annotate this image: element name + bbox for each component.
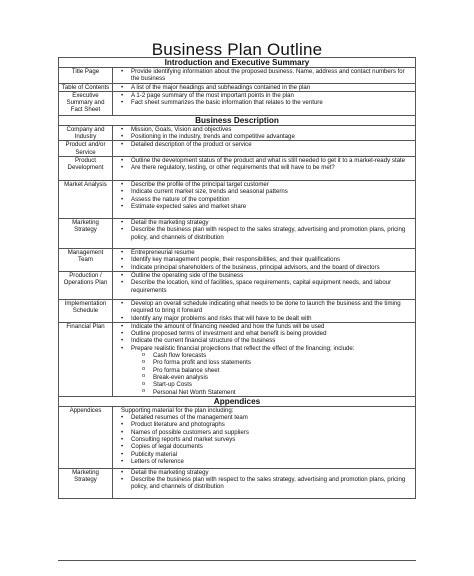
- bullet-item: • Outline the development status of the product and what is still needed to get it to a market-ready state: [115, 157, 413, 164]
- bullet-item: • Fact sheet summarizes the basic information that relates to the venture: [115, 99, 413, 106]
- row-label: Production / Operations Plan: [59, 271, 113, 299]
- table-row: [59, 83, 416, 91]
- row-content: [113, 157, 416, 181]
- row-label: Company and Industry: [59, 125, 113, 141]
- bullet-item: • Entrepreneurial resume: [115, 249, 413, 256]
- sub-bullet-item: o Break-even analysis: [115, 374, 413, 381]
- table-row: [59, 322, 416, 396]
- bottom-divider: [58, 560, 416, 561]
- section-header-row: [59, 115, 416, 125]
- bullet-item: • A 1-2 page summary of the most important points in the plan: [115, 92, 413, 99]
- bullet-item: • Describe the profile of the principal target customer: [115, 181, 413, 188]
- bullet-item: • Indicate the amount of financing needed and how the funds will be used: [115, 323, 413, 330]
- row-content: [113, 181, 416, 219]
- bullet-item: • Indicate principal shareholders of the business, principal advisors, and the board of directors: [115, 264, 413, 271]
- section-heading: Business Description: [59, 115, 416, 125]
- bullet-item: • A list of the major headings and subheadings contained in the plan: [115, 84, 413, 91]
- bullet-item: • Consulting reports and market surveys: [115, 436, 413, 443]
- section-heading: Appendices: [59, 396, 416, 406]
- bullet-item: • Positioning in the industry, trends and competitive advantage: [115, 133, 413, 140]
- row-label: Marketing Strategy: [59, 219, 113, 249]
- row-content: [113, 271, 416, 299]
- bullet-item: • Estimate expected sales and market share: [115, 203, 413, 210]
- bullet-item: • Names of possible customers and suppliers: [115, 429, 413, 436]
- bullet-item: • Describe the business plan with respect to the sales strategy, advertising and promotion plans, pricing policy, and channels of distribution: [115, 226, 413, 241]
- table-row: [59, 249, 416, 272]
- bullet-item: • Detail the marketing strategy: [115, 219, 413, 226]
- table-row: [59, 271, 416, 299]
- bullet-item: • Assess the nature of the competition: [115, 196, 413, 203]
- sub-bullet-item: o Pro forma profit and loss statements: [115, 359, 413, 366]
- row-content: [113, 219, 416, 249]
- bullet-item: • Indicate the current financial structure of the business: [115, 337, 413, 344]
- row-content: [113, 249, 416, 272]
- bullet-item: • Provide identifying information about the proposed business. Name, address and contact numbers for the business: [115, 68, 413, 83]
- row-content: [113, 322, 416, 396]
- document-title: Business Plan Outline: [151, 40, 323, 59]
- section-header-row: [59, 396, 416, 406]
- bullet-item: • Describe the business plan with respect to the sales strategy, advertising and promotion plans, pricing policy, and channels of distribution: [115, 476, 413, 491]
- row-label: Product and/or Service: [59, 141, 113, 157]
- sub-bullet-item: o Personal Net Worth Statement: [115, 389, 413, 396]
- table-row: [59, 91, 416, 115]
- row-label: Title Page: [59, 68, 113, 84]
- row-content: [113, 406, 416, 468]
- row-content: [113, 68, 416, 84]
- table-row: [59, 141, 416, 157]
- row-label: Appendices: [59, 406, 113, 468]
- row-label: Implementation Schedule: [59, 299, 113, 322]
- row-content: [113, 125, 416, 141]
- table-row: [59, 468, 416, 498]
- sub-bullet-item: o Start-up Costs: [115, 381, 413, 388]
- row-content: [113, 141, 416, 157]
- row-content: [113, 91, 416, 115]
- table-row: [59, 125, 416, 141]
- table-row: [59, 406, 416, 468]
- table-row: [59, 219, 416, 249]
- bullet-item: • Mission, Goals, Vision and objectives: [115, 126, 413, 133]
- row-content: [113, 299, 416, 322]
- bullet-item: • Publicity material: [115, 451, 413, 458]
- row-label: Executive Summary and Fact Sheet: [59, 91, 113, 115]
- row-label: Table of Contents: [59, 83, 113, 91]
- bullet-item: • Outline the operating side of the business: [115, 272, 413, 279]
- bullet-item: • Detail the marketing strategy: [115, 469, 413, 476]
- bullet-item: • Develop an overall schedule indicating what needs to be done to launch the business and the timing required to bring it forward: [115, 300, 413, 315]
- bullet-item: • Product literature and photographs: [115, 421, 413, 428]
- bullet-item: • Identify key management people, their responsibilities, and their qualifications: [115, 256, 413, 263]
- table-row: [59, 68, 416, 84]
- appendices-intro: Supporting material for the plan including:: [121, 406, 234, 414]
- sub-bullet-item: o Pro forma balance sheet: [115, 367, 413, 374]
- bullet-item: • Detailed description of the product or service: [115, 141, 413, 148]
- table-row: [59, 299, 416, 322]
- row-label: Management Team: [59, 249, 113, 272]
- table-row: [59, 157, 416, 181]
- row-label: Marketing Strategy: [59, 468, 113, 498]
- bullet-item: • Outline proposed terms of investment and what benefit is being provided: [115, 330, 413, 337]
- section-heading: Introduction and Executive Summary: [59, 58, 416, 68]
- row-content: [113, 83, 416, 91]
- row-label: Product Development: [59, 157, 113, 181]
- bullet-item: • Identify any major problems and risks that will have to be dealt with: [115, 315, 413, 322]
- sub-bullet-item: o Cash flow forecasts: [115, 352, 413, 359]
- row-content: [113, 468, 416, 498]
- outline-table: [58, 57, 416, 499]
- row-label: Financial Plan: [59, 322, 113, 396]
- section-header-row: [59, 58, 416, 68]
- row-label: Market Analysis: [59, 181, 113, 219]
- bullet-item: • Are there regulatory, testing, or other requirements that will have to be met?: [115, 164, 413, 171]
- bullet-item: • Indicate current market size, trends and seasonal patterns: [115, 188, 413, 195]
- bullet-item: • Copies of legal documents: [115, 443, 413, 450]
- bullet-item: • Describe the location, kind of facilities, space requirements, capital equipment needs, and labour requirements: [115, 279, 413, 294]
- table-row: [59, 181, 416, 219]
- bullet-item: • Detailed resumes of the management team: [115, 414, 413, 421]
- bullet-item: • Prepare realistic financial projections that reflect the effect of the financing; include:: [115, 345, 413, 352]
- bullet-item: • Letters of reference: [115, 458, 413, 465]
